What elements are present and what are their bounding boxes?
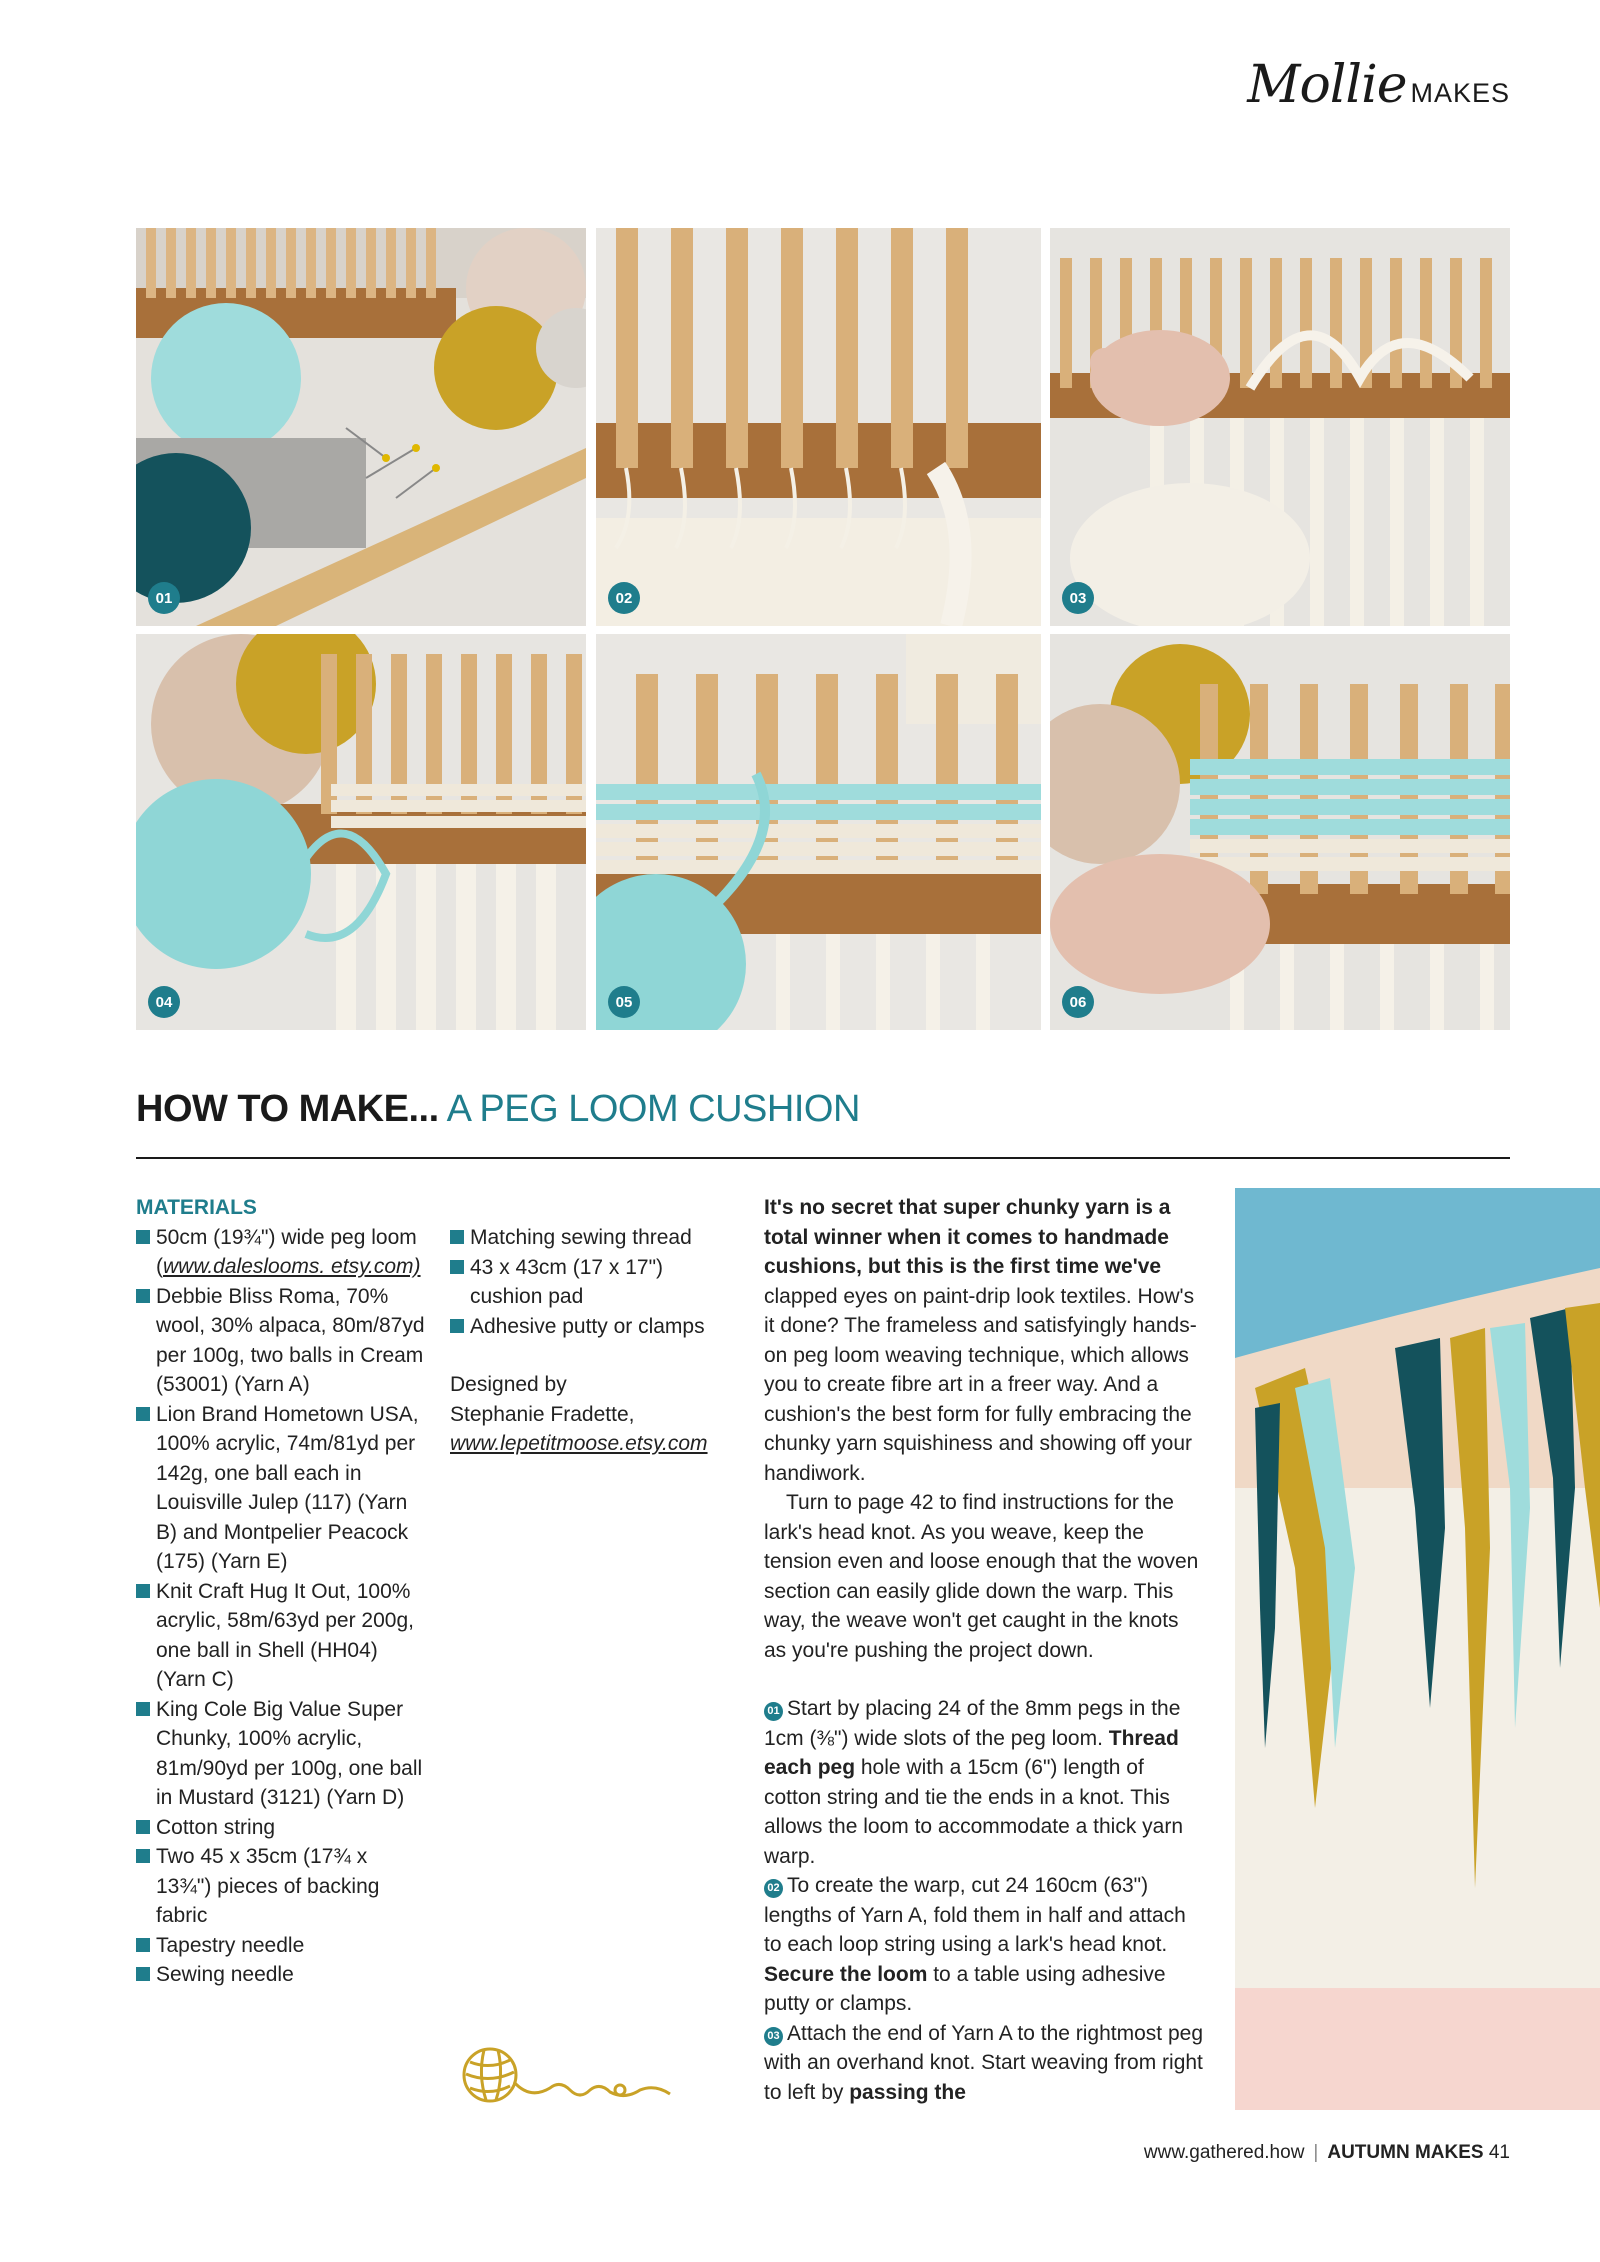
material-item: Adhesive putty or clamps <box>450 1312 740 1342</box>
yarn-ball-icon <box>460 2040 680 2110</box>
step-number-badge: 03 <box>764 2027 783 2046</box>
lark-head-paragraph: Turn to page 42 to find instructions for the lark's head knot. As you weave, keep the tension even and loose enough that the woven section can easily glide down the warp. This way, the weave won't get caught in the knots as you're pushing the project down. <box>764 1491 1199 1662</box>
materials-column-2 <box>450 1223 740 1459</box>
brand-word: MAKES <box>1410 78 1510 108</box>
step-number-badge: 02 <box>764 1879 783 1898</box>
material-item: Lion Brand Hometown USA, 100% acrylic, 74m/81yd per 142g, one ball each in Louisville Julep (117) (Yarn B) and Montpelier Peacock (175) (Yarn E) <box>136 1400 426 1577</box>
step-badge-05: 05 <box>608 986 640 1018</box>
step-01: 01 Start by placing 24 of the 8mm pegs in the 1cm (⅜") wide slots of the peg loom. Thread each peg hole with a 15cm (6") length of cotton string and tie the ends in a knot. This allows the loom to accommodate a thick yarn warp. <box>764 1697 1184 1868</box>
material-item: 50cm (19¾") wide peg loom (www.daleslooms. etsy.com) <box>136 1223 426 1282</box>
cushion-photo <box>1235 1188 1600 2110</box>
material-item: King Cole Big Value Super Chunky, 100% acrylic, 81m/90yd per 100g, one ball in Mustard (3121) (Yarn D) <box>136 1695 426 1813</box>
designed-by-label: Designed by <box>450 1373 567 1396</box>
title-rule <box>136 1157 1510 1159</box>
step-photo-04 <box>136 634 586 1030</box>
title-lead: HOW TO MAKE... <box>136 1088 439 1130</box>
page-number: 41 <box>1488 2142 1510 2163</box>
step-photo-01 <box>136 228 586 626</box>
material-item: 43 x 43cm (17 x 17") cushion pad <box>450 1253 740 1312</box>
material-item: Tapestry needle <box>136 1931 426 1961</box>
step-photo-06 <box>1050 634 1510 1030</box>
material-item: Sewing needle <box>136 1960 426 1990</box>
brand-logo <box>1247 55 1510 115</box>
step-03: 03 Attach the end of Yarn A to the rightmost peg with an overhand knot. Start weaving from right to left by passing the <box>764 2021 1204 2104</box>
step-badge-04: 04 <box>148 986 180 1018</box>
step-photo-03 <box>1050 228 1510 626</box>
materials-column-1 <box>136 1193 426 1990</box>
step-badge-02: 02 <box>608 582 640 614</box>
step-02: 02 To create the warp, cut 24 160cm (63") lengths of Yarn A, fold them in half and attach to each loop string using a lark's head knot. Secure the loom to a table using adhesive putty or clamps. <box>764 1874 1186 2015</box>
step-number-badge: 01 <box>764 1702 783 1721</box>
material-item: Cotton string <box>136 1813 426 1843</box>
step-photo-02 <box>596 228 1041 626</box>
daleslooms-link[interactable]: www.daleslooms. etsy.com) <box>163 1255 421 1278</box>
footer-magazine: AUTUMN MAKES <box>1327 2142 1484 2163</box>
title-rest: A PEG LOOM CUSHION <box>438 1088 860 1130</box>
page-footer: www.gathered.how | AUTUMN MAKES 41 <box>1143 2142 1510 2163</box>
material-item: Debbie Bliss Roma, 70% wool, 30% alpaca, 80m/87yd per 100g, two balls in Cream (53001) (Yarn A) <box>136 1282 426 1400</box>
intro-paragraph: It's no secret that super chunky yarn is a total winner when it comes to handmade cushions, but this is the first time we've clapped eyes on paint-drip look textiles. How's it done? The frameless and satisfyingly hands-on peg loom weaving technique, which allows you to create fibre art in a freer way. And a cushion's the best form for fully embracing the chunky yarn squishiness and showing off your handiwork. <box>764 1196 1197 1485</box>
step-badge-06: 06 <box>1062 986 1094 1018</box>
brand-script: Mollie <box>1247 55 1407 115</box>
step-badge-01: 01 <box>148 582 180 614</box>
step-badge-03: 03 <box>1062 582 1094 614</box>
material-item: Knit Craft Hug It Out, 100% acrylic, 58m/63yd per 200g, one ball in Shell (HH04) (Yarn C) <box>136 1577 426 1695</box>
step-photo-05 <box>596 634 1041 1030</box>
page-title <box>136 1088 860 1131</box>
designer-link[interactable]: www.lepetitmoose.etsy.com <box>450 1432 708 1455</box>
designer-name: Stephanie Fradette, <box>450 1402 635 1426</box>
material-item: Two 45 x 35cm (17¾ x 13¾") pieces of backing fabric <box>136 1842 426 1931</box>
footer-url[interactable]: www.gathered.how <box>1143 2142 1305 2163</box>
materials-heading: MATERIALS <box>136 1196 257 1219</box>
material-item: Matching sewing thread <box>450 1223 740 1253</box>
instructions-column <box>764 1193 1204 2107</box>
